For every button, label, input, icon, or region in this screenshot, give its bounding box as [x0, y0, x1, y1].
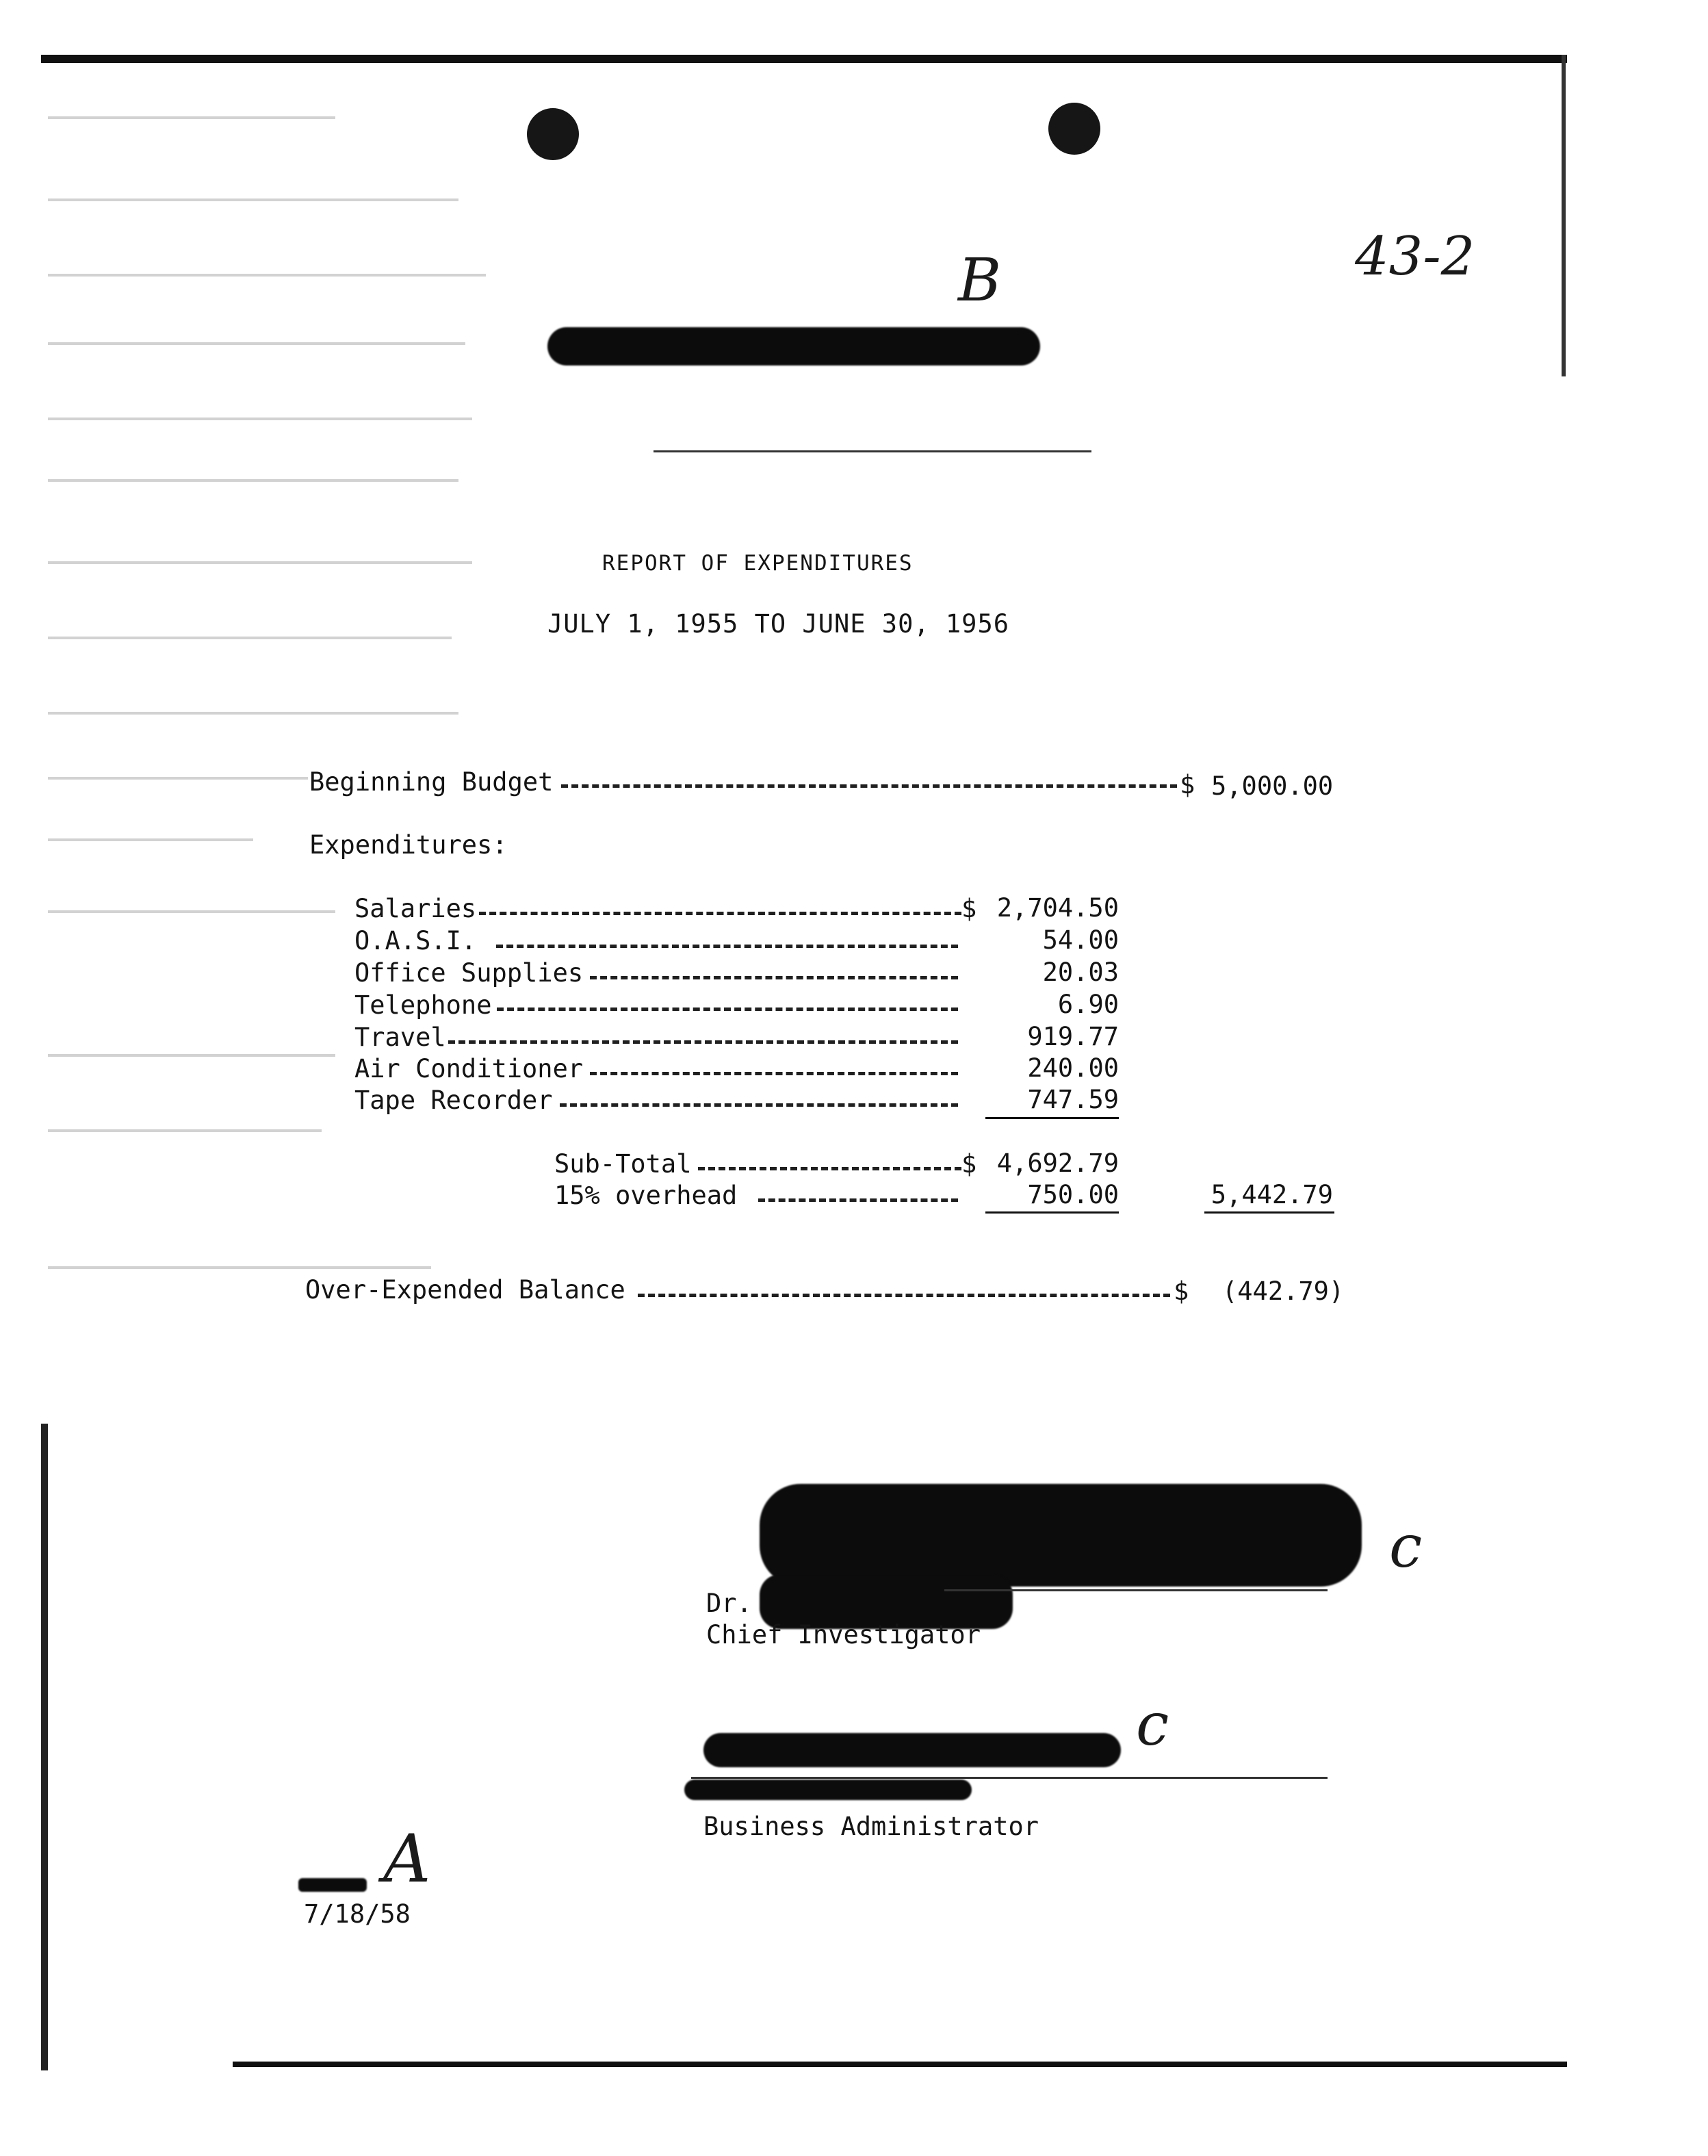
expense-leader: [590, 1072, 958, 1075]
administrator-signature-line: [691, 1777, 1328, 1779]
balance-leader: [638, 1294, 1170, 1297]
page-left-edge: [41, 1424, 48, 2070]
beginning-budget-label: Beginning Budget: [309, 767, 554, 797]
expense-label-oasi: O.A.S.I.: [354, 926, 477, 955]
page-top-edge: [41, 55, 1567, 63]
expense-label-travel: Travel: [354, 1023, 446, 1052]
overhead-label: 15% overhead: [554, 1181, 738, 1210]
budget-currency: $: [1180, 770, 1195, 799]
punch-hole-right: [1048, 103, 1100, 155]
expenditures-total: 5,442.79: [1211, 1180, 1333, 1209]
expense-leader: [497, 1008, 958, 1011]
handwritten-a: A: [383, 1821, 431, 1897]
balance-label: Over-Expended Balance: [305, 1275, 625, 1305]
expense-amount-tape-recorder: 747.59: [1027, 1085, 1119, 1114]
punch-hole-left: [527, 108, 579, 160]
expense-leader: [590, 976, 958, 979]
expense-amount-salaries: 2,704.50: [996, 893, 1119, 923]
overhead-amount: 750.00: [1027, 1180, 1119, 1209]
redacted-signature-administrator: [703, 1733, 1121, 1767]
redacted-name-administrator: [684, 1780, 972, 1800]
handwritten-file-number: 43-2: [1355, 226, 1475, 287]
expense-currency-salaries: $: [961, 894, 977, 923]
administrator-title: Business Administrator: [703, 1812, 1039, 1841]
expenditures-heading: Expenditures:: [309, 830, 508, 860]
investigator-prefix: Dr.: [706, 1589, 752, 1618]
overhead-underline: [985, 1211, 1119, 1214]
balance-amount: (442.79): [1222, 1276, 1345, 1306]
redacted-signature-investigator: [760, 1484, 1362, 1587]
handwritten-c-investigator: c: [1389, 1513, 1423, 1581]
expense-amount-oasi: 54.00: [1042, 925, 1119, 955]
investigator-signature-line: [944, 1589, 1328, 1591]
expense-leader: [560, 1103, 958, 1107]
report-title: REPORT OF EXPENDITURES: [602, 551, 914, 576]
page-right-edge: [1562, 55, 1566, 376]
budget-amount: 5,000.00: [1211, 771, 1334, 801]
budget-leader: [561, 784, 1177, 788]
expense-leader: [496, 945, 958, 948]
expense-amount-air-conditioner: 240.00: [1027, 1053, 1119, 1083]
expense-label-telephone: Telephone: [354, 990, 492, 1020]
document-date: 7/18/58: [304, 1899, 411, 1929]
expense-label-salaries: Salaries: [354, 894, 477, 923]
subtotal-label: Sub-Total: [554, 1149, 692, 1179]
expense-label-office-supplies: Office Supplies: [354, 958, 584, 988]
overhead-leader: [758, 1198, 958, 1202]
subtotal-currency: $: [961, 1149, 977, 1179]
expense-label-tape-recorder: Tape Recorder: [354, 1086, 553, 1115]
investigator-title: Chief Investigator: [706, 1620, 981, 1650]
expense-leader: [448, 1040, 958, 1044]
subtotal-amount: 4,692.79: [996, 1148, 1119, 1178]
handwritten-letter-b: B: [958, 246, 1002, 315]
tape-recorder-underline: [985, 1117, 1119, 1119]
header-rule: [654, 450, 1091, 452]
report-period: JULY 1, 1955 TO JUNE 30, 1956: [547, 609, 1010, 639]
expense-leader: [479, 912, 961, 915]
total-underline: [1204, 1211, 1334, 1214]
expense-amount-office-supplies: 20.03: [1042, 958, 1119, 987]
balance-currency: $: [1174, 1276, 1189, 1306]
subtotal-leader: [698, 1167, 961, 1170]
expense-amount-telephone: 6.90: [1057, 990, 1119, 1019]
page-bottom-edge: [233, 2062, 1567, 2067]
expense-label-air-conditioner: Air Conditioner: [354, 1054, 584, 1083]
expense-amount-travel: 919.77: [1027, 1022, 1119, 1051]
handwritten-c-administrator: c: [1136, 1691, 1169, 1759]
redacted-header: [547, 327, 1040, 365]
redacted-initials: [298, 1878, 367, 1892]
